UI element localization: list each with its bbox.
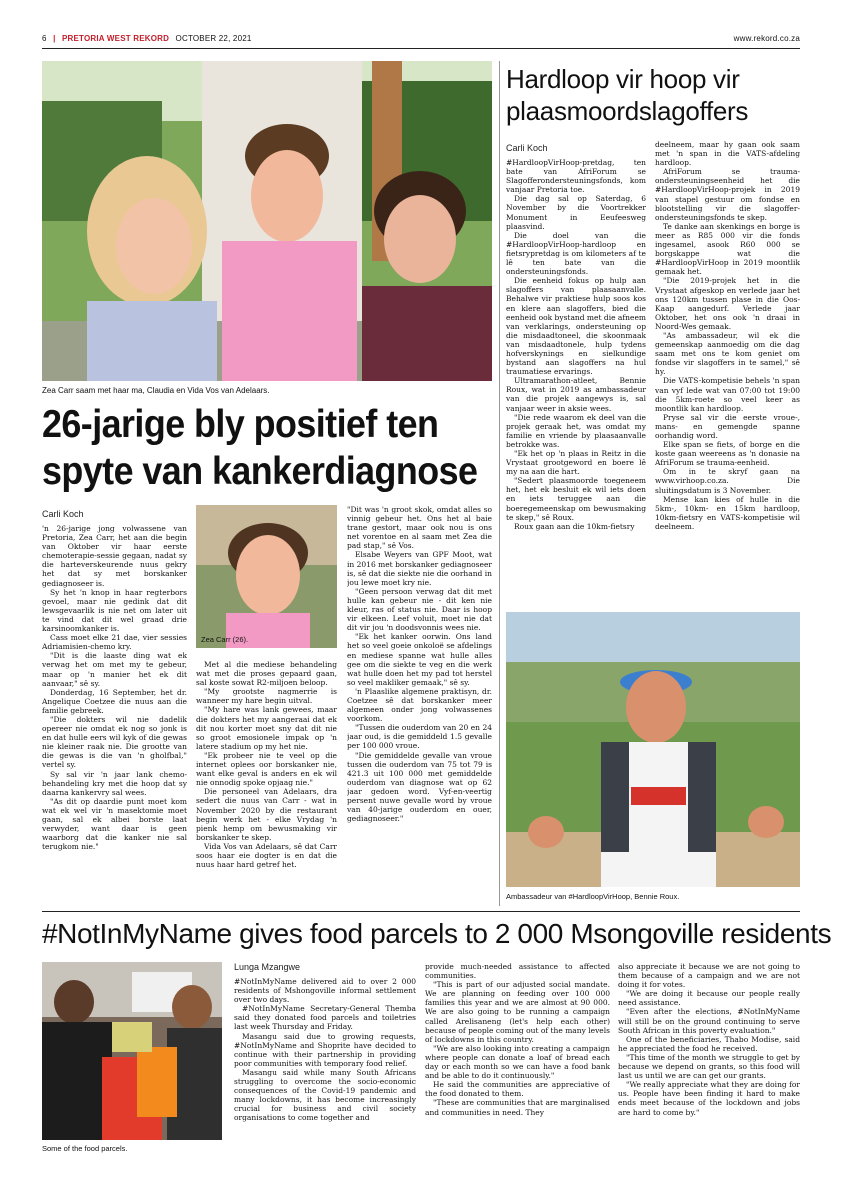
headline-farm-line1: Hardloop vir hoop vir xyxy=(506,64,740,94)
paragraph: Die dag sal op Saterdag, 6 November by die Voortrekker Monument in Eeufeesweg plaasvind. xyxy=(506,194,646,231)
paragraph: deelneem, maar hy gaan ook saam met 'n span in die VATS-afdeling hardloop. xyxy=(655,140,800,168)
paragraph: Sy het 'n knop in haar regterbors gevoel, maar nie gedink dat dit lewsgevaarlik is nie net om later uit te vind dat dit wel graad drie karsinoomkanker is. xyxy=(42,587,187,634)
paragraph: Mense kan kies of hulle in die 5km-, 10km- en 15km hardloop, 10km-fietsry en VATS-kompetisie wil deelneem. xyxy=(655,494,800,531)
paragraph: Masangu said due to growing requests, #NotInMyName and Shoprite have decided to continue with their partnership in providing poor communities with temporary food relief. xyxy=(234,1031,416,1068)
publication-name: PRETORIA WEST REKORD xyxy=(61,34,170,43)
paragraph: "Dit is die laaste ding wat ek verwag het om met my te gebeur, maar op 'n manier het ek dit aanvaar," sê sy. xyxy=(42,651,187,688)
paragraph: Roux gaan aan die 10km-fietsry xyxy=(514,521,635,531)
photo-caption-runner: Ambassadeur van #HardloopVirHoop, Bennie Roux. xyxy=(506,892,680,901)
paragraph: "Die 2019-projek het in die Vrystaat afgeskop en verlede jaar het ons 120km tussen plase in die Oos-Kaap aangedurf. Verlede jaar Oktober, het ons ook 'n draai in Noord-Wes gemaak. xyxy=(655,276,800,331)
paragraph: Met al die mediese behandeling wat met die proses gepaard gaan, sal koste sowat R2-miljoen beloop. xyxy=(196,660,337,688)
byline-farm: Carli Koch xyxy=(506,143,548,153)
issue-date: OCTOBER 22, 2021 xyxy=(175,34,252,43)
photo-caption-three-women: Zea Carr saam met haar ma, Claudia en Vida Vos van Adelaars. xyxy=(42,386,270,395)
paragraph: Vida Vos van Adelaars, sê dat Carr soos haar eie dogter is en dat die nuus haar hard getref het. xyxy=(196,841,337,870)
article-food-col3 xyxy=(618,962,800,1157)
page-number: 6 xyxy=(42,34,47,43)
page-header xyxy=(42,34,800,46)
article-cancer-col3 xyxy=(347,505,492,906)
paragraph: Die personeel van Adelaars, dra sedert die nuus van Carr - wat in November 2020 by die restaurant begin werk het - elke Vrydag 'n pienk hemp om bewusmaking vir borskanker te skep. xyxy=(196,787,337,842)
paragraph: #NotInMyName delivered aid to over 2 000 residents of Mshongoville informal settlement over two days. xyxy=(234,977,416,1005)
paragraph: AfriForum se trauma-ondersteuningseenheid het die #HardloopVirHoop-projek in 2019 van stapel gestuur om fondse en blootstelling vir die slagoffer-ondersteuningsfonds te skep. xyxy=(655,167,800,222)
photo-three-women xyxy=(42,61,492,381)
photo-caption-zea: Zea Carr (26). xyxy=(201,635,249,644)
photo-runner-bennie-roux xyxy=(506,612,800,887)
paragraph: "We are also looking into creating a campaign where people can donate a loaf of bread each day or each month so we can have a food bank and be able to do it continuously." xyxy=(425,1043,610,1081)
byline-food: Lunga Mzangwe xyxy=(234,962,301,972)
paragraph: "Ek het op 'n plaas in Reitz in die Vrystaat grootgeword en boere lê my na aan die hart. xyxy=(506,449,646,477)
paragraph: 'n Plaaslike algemene praktisyn, dr. Coetzee sê dat borskanker meer algemeen onder jong volwassenes voorkom. xyxy=(347,686,492,724)
paragraph: "This time of the month we struggle to get by because we depend on grants, so this food will last us until we are can get our grants. xyxy=(618,1052,800,1081)
paragraph: "This is part of our adjusted social mandate. We are planning on feeding over 100 000 families this year and we are almost at 90 000. We are also going to be running a campaign called Arelisaneng (let's help each other) because of people coming out of the many levels of lockdowns in this country. xyxy=(425,980,610,1044)
paragraph: Te danke aan skenkings en borge is meer as R85 000 vir die fonds ingesamel, asook R60 000 se borgskappe wat die #HardloopVirHoop in 2019 moontlik gemaak het. xyxy=(655,221,800,277)
article-cancer-col2 xyxy=(196,660,337,906)
paragraph: "My hare was lank gewees, maar die dokters het my aangeraai dat ek dit nou korter moet sny dat dit nie so groot emosionele impak op 'n latere stadium op my het nie. xyxy=(196,705,337,751)
paragraph: "We are doing it because our people really need assistance. xyxy=(618,989,800,1008)
section-rule xyxy=(42,911,800,912)
header-rule xyxy=(42,48,800,49)
headline-farm-line2: plaasmoordslagoffers xyxy=(506,96,749,126)
paragraph: "Sedert plaasmoorde toegeneem het, het ek besluit ek wil iets doen en iets teruggee aan die boeregemeenskap om bewusmaking te skep," sê Roux. xyxy=(506,476,646,522)
paragraph: Die eenheid fokus op hulp aan slagoffers van plaasaanvalle. Behalwe vir praktiese hulp soos kos en klere aan slagoffers, bied die eenheid ook bystand met die afneem van verklarings, ondersteuning op die misdaadtoneel, die skoonmaak van misdaadtonele, hulp tydens hofverskynings en sielkundige bystand aan slagoffers na hul traumatiese ervarings. xyxy=(506,276,646,377)
paragraph: "These are communities that are marginalised and communities in need. They xyxy=(425,1098,610,1117)
header-separator: | xyxy=(53,34,56,43)
website-link[interactable]: www.rekord.co.za xyxy=(733,34,800,43)
paragraph: 'n 26-jarige jong volwassene van Pretoria, Zea Carr, het aan die begin van Oktober vir haar eerste chemoterapie-sessie gegaan, nadat sy die harteverskeurende nuus gekry het dat sy met borskanker gediagnoseer is. xyxy=(42,524,187,588)
paragraph: Die doel van die #HardloopVirHoop-hardloop en fietsrypretdag is om kilometers af te lê ten bate van die ondersteuningsfonds. xyxy=(506,230,646,277)
article-farm-col2 xyxy=(655,140,800,603)
headline-food-parcels: #NotInMyName gives food parcels to 2 000 Msongoville residents xyxy=(42,918,832,949)
photo-caption-food: Some of the food parcels. xyxy=(42,1144,128,1153)
paragraph: "Tussen die ouderdom van 20 en 24 jaar oud, is die gemiddeld 1.5 gevalle per 100 000 vroue. xyxy=(347,723,492,751)
article-food-col1 xyxy=(234,977,416,1157)
paragraph: One of the beneficiaries, Thabo Modise, said he appreciated the food he received. xyxy=(618,1034,800,1053)
column-divider xyxy=(499,61,500,906)
paragraph: #NotInMyName Secretary-General Themba said they donated food parcels and toiletries last week Thursday and Friday. xyxy=(234,1004,416,1032)
paragraph: also appreciate it because we are not going to them because of a campaign and we are not doing it for votes. xyxy=(618,962,800,990)
paragraph: Masangu said while many South Africans struggling to overcome the socio-economic consequences of the Covid-19 pandemic and many lockdowns, it has become increasingly crucial for business and civil society organisations to come together and xyxy=(234,1067,416,1123)
paragraph: #HardloopVirHoop-pretdag, ten bate van AfriForum se Slagofferondersteuningsfonds, kom vanjaar Pretoria toe. xyxy=(506,158,646,195)
paragraph: "Ek probeer nie te veel op die internet oplees oor borskanker nie, want elke geval is anders en ek wil nie onnodig spoke opjaag nie." xyxy=(196,750,337,788)
paragraph: Donderdag, 16 September, het dr. Angelique Coetzee die nuus aan die familie gebreek. xyxy=(42,687,187,715)
headline-cancer-line1: 26-jarige bly positief ten xyxy=(42,403,439,446)
paragraph: "Die dokters wil nie dadelik opereer nie omdat ek nog so jonk is en dat hulle eers wil kyk of die gewas nie kleiner raak nie. Die grootte van die gewas is die van 'n gholfbal," vertel sy. xyxy=(42,714,187,770)
paragraph: Die VATS-kompetisie behels 'n span van vyf lede wat van 07:00 tot 19:00 die 5km-roete so veel keer as moontlik kan hardloop. xyxy=(655,376,800,413)
article-food-col2 xyxy=(425,962,610,1157)
byline-cancer: Carli Koch xyxy=(42,509,84,519)
paragraph: Cass moet elke 21 dae, vier sessies Adriamisien-chemo kry. xyxy=(42,633,187,652)
paragraph: "Geen persoon verwag dat dit met hulle kan gebeur nie - dit ken nie kleur, ras of status nie. Daar is hoop vir elkeen. Leef voluit, moet nie dat dit vir jou 'n doodsvonnis wees nie. xyxy=(347,586,492,633)
paragraph: "As dit op daardie punt moet kom wat ek wel vir 'n masektomie moet gaan, sal ek albei borste laat verwyder, want daar is geen waarborg dat die kanker nie sal terugkom nie." xyxy=(42,796,187,852)
photo-food-parcels xyxy=(42,962,222,1140)
headline-cancer-line2: spyte van kankerdiagnose xyxy=(42,450,478,493)
paragraph: "Die rede waarom ek deel van die projek geraak het, was omdat my familie en vriende by plaasaanvalle betrokke was. xyxy=(506,412,646,449)
article-cancer-col1 xyxy=(42,524,187,906)
paragraph: "Even after the elections, #NotInMyName will still be on the ground continuing to serve South African in this poverty evaluation." xyxy=(618,1007,800,1035)
paragraph: "As ambassadeur, wil ek die gemeenskap aanmoedig om die dag saam met ons te kom geniet om fondse vir slagoffers in te samel," sê hy. xyxy=(655,330,800,377)
paragraph: Sy sal vir 'n jaar lank chemo-behandeling kry met die hoop dat sy daarna kankervry sal wees. xyxy=(42,769,187,797)
paragraph: "My grootste nagmerrie is wanneer my hare begin uitval. xyxy=(196,687,337,706)
article-farm-col1 xyxy=(506,158,646,603)
paragraph: Pryse sal vir die eerste vroue-, mans- en gemengde spanne oorhandig word. xyxy=(655,412,800,440)
paragraph: provide much-needed assistance to affected communities. xyxy=(425,962,610,981)
paragraph: "We really appreciate what they are doing for us. People have been finding it hard to make ends meet because of the lockdown and jobs are hard to come by." xyxy=(618,1080,800,1117)
paragraph: "Die gemiddelde gevalle van vroue tussen die ouderdom van 75 tot 79 is 421.3 uit 100 000 met gemiddelde ouderdom van diagnose wat op 62 jaar gedoen word. Vyf-en-veertig persent nuwe gevalle word by vroue van 40-jarige ouderdom en ouer, gediagnoseer." xyxy=(347,750,492,824)
paragraph: Elke span se fiets, of borge en die koste gaan weereens as 'n donasie na AfriForum se trauma-eenheid. xyxy=(655,440,800,468)
paragraph: Ultramarathon-atleet, Bennie Roux, wat in 2019 as ambassadeur van die projek aangewys is, sal vanjaar weer in aksie wees. xyxy=(506,376,646,413)
paragraph: He said the communities are appreciative of the food donated to them. xyxy=(425,1080,610,1099)
paragraph: "Dit was 'n groot skok, omdat alles so vinnig gebeur het. Ons het al baie trane gestort, maar ook nou is ons net vorentoe en al saam met Zea die pad stap," sê Vos. xyxy=(347,505,492,551)
paragraph: "Ek het kanker oorwin. Ons land het so veel goeie onkoloë se afdelings en mediese spanne wat hulle alles gee om die siekte te veg en die werk wat hulle doen het my pad tot herstel so veel makliker gemaak," sê sy. xyxy=(347,632,492,687)
paragraph: Elsabe Weyers van GPF Moot, wat in 2016 met borskanker gediagnoseer is, sê dat die siekte nie die oorhand in jou lewe moet kry nie. xyxy=(347,550,492,587)
paragraph: Om in te skryf gaan na www.virhoop.co.za. Die sluitingsdatum is 3 November. xyxy=(655,467,800,495)
photo-zea-carr xyxy=(196,505,337,648)
